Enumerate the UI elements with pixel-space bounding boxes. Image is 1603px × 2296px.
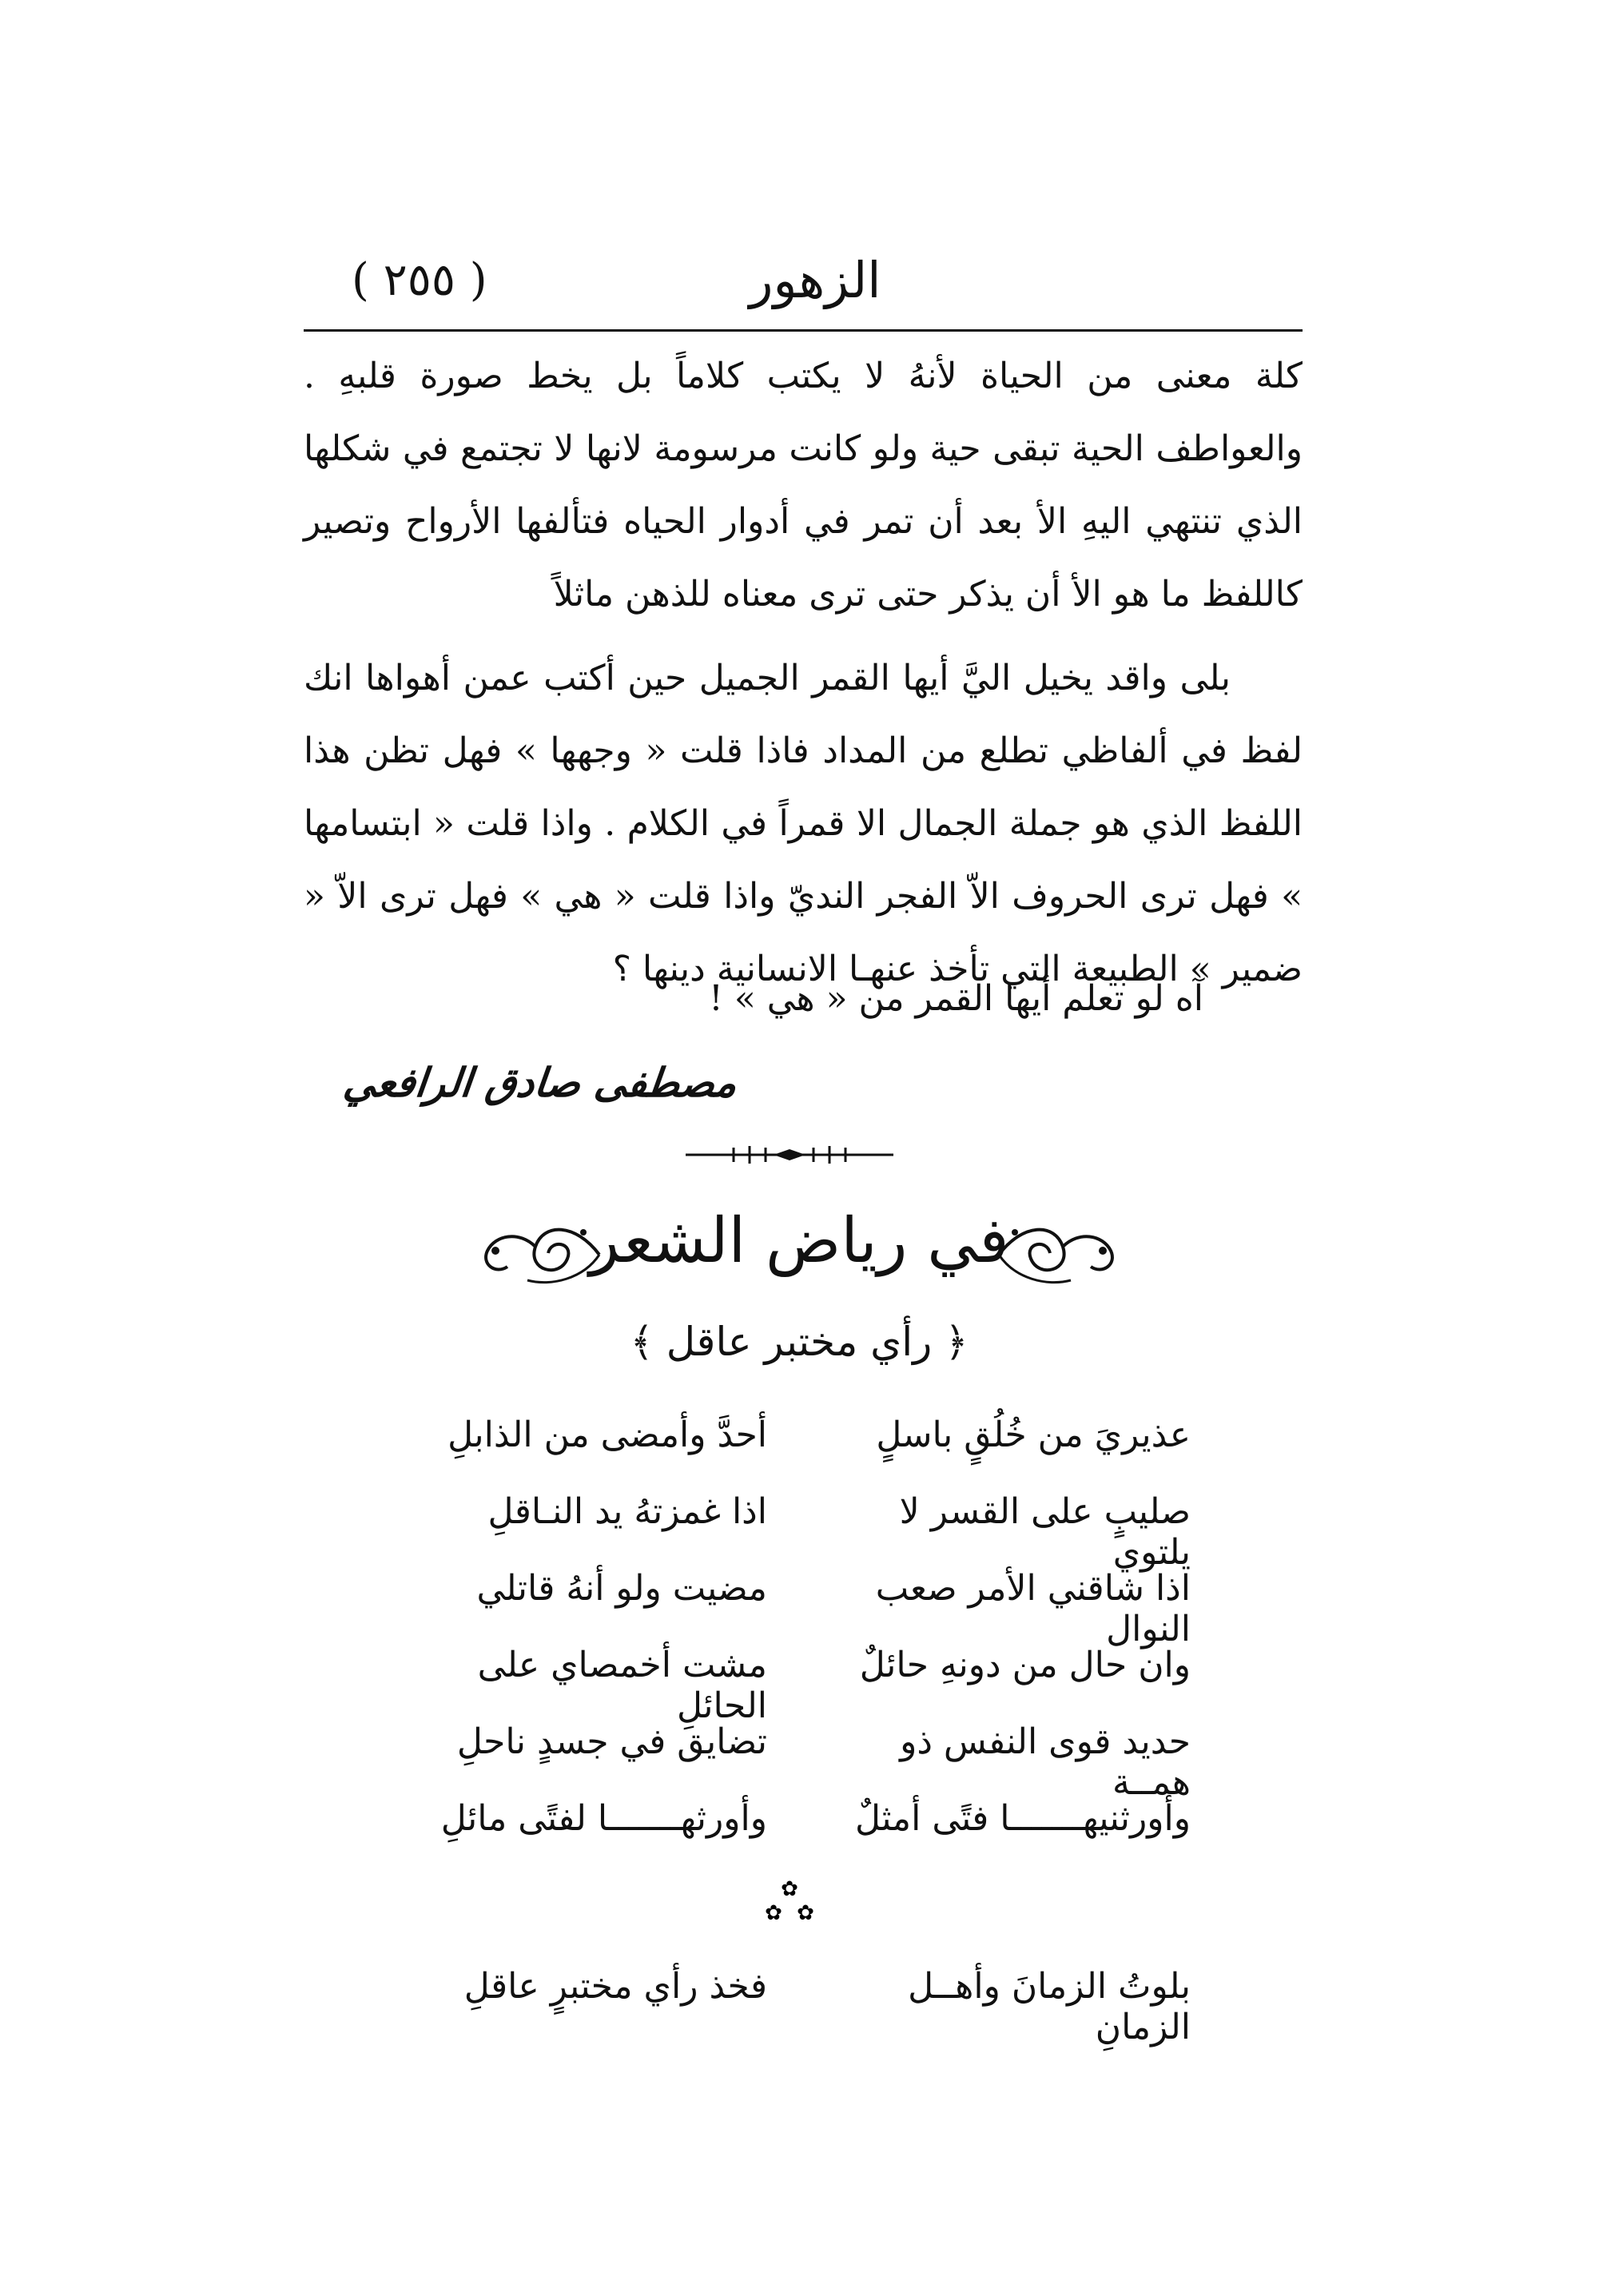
ornament-right-icon (991, 1207, 1127, 1295)
page-header (304, 248, 1303, 320)
running-title: الزهور (749, 251, 881, 309)
divider-ornament (686, 1143, 893, 1167)
first-hemistich: وان حال من دونهِ حائلٌ (859, 1645, 1191, 1685)
second-hemistich: تضايق في جسدٍ ناحلِ (456, 1721, 767, 1762)
verse (392, 1721, 1191, 1803)
svg-text:✿: ✿ (781, 1878, 798, 1901)
verse (392, 1798, 1191, 1875)
final-verse (392, 1966, 1191, 2047)
closing-line: آه لو تعلم أيها القمر من « هي » ! (709, 978, 1203, 1019)
asterism-icon (758, 1878, 821, 1926)
first-hemistich: صليبٍ على القسر لا يلتوي (899, 1491, 1191, 1573)
verse (392, 1645, 1191, 1726)
second-hemistich: فخذ رأي مختبرٍ عاقلِ (463, 1966, 767, 2007)
article-body (304, 340, 1303, 1005)
first-hemistich: بلوتُ الزمانَ وأهــل الزمانِ (908, 1966, 1191, 2047)
second-hemistich: مشت أخمصاي على الحائلِ (477, 1645, 767, 1726)
svg-text:✿: ✿ (765, 1901, 782, 1925)
poem-title: ﴿ رأي مختبر عاقل ﴾ (630, 1319, 969, 1365)
page-number: ( ٢٥٥ ) (352, 254, 487, 306)
second-hemistich: مضيت ولو أنهُ قاتلي (476, 1568, 767, 1609)
second-hemistich: أحدَّ وأمضى من الذابلِ (447, 1415, 767, 1455)
first-hemistich: عذيريَ من خُلُقٍ باسلٍ (876, 1415, 1191, 1455)
verse (392, 1491, 1191, 1573)
section-heading (471, 1191, 1127, 1311)
second-hemistich: اذا غمزتهُ يد النـاقلِ (487, 1491, 767, 1532)
paragraph: بلى واقد يخيل اليَّ أيها القمر الجميل حين أكتب عمن أهواها انك لفظ في ألفاظي تطلع من المداد فاذا قلت « وجهها » فهل تظن هذا اللفظ الذي هو جملة الجمال الا قمراً في الكلام . واذا قلت « ابتسامها » فهل ترى الحروف الاّ الفجر النديّ واذا قلت « هي » فهل ترى الاّ « ضمير » الطبيعة التي تأخذ عنهـا الانسانية دينها ؟ (304, 658, 1303, 989)
paragraph: كلة معنى من الحياة لأنهُ لا يكتب كلاماً بل يخط صورة قلبهِ . والعواطف الحية تبقى حية ولو كانت مرسومة لانها لا تجتمع في شكلها الذي تنتهي اليهِ الأ بعد أن تمر في أدوار الحياه فتألفها الأرواح وتصير كاللفظ ما هو الأ أن يذكر حتى ترى معناه للذهن ماثلاً (304, 356, 1303, 615)
first-hemistich: وأورثنيهـــــــا فتًى أمثلٌ (854, 1798, 1191, 1839)
header-rule (304, 329, 1303, 332)
author-signature: مصطفى صادق الرافعي (340, 1059, 740, 1106)
second-hemistich: وأورثهـــــــا لفتًى مائلِ (440, 1798, 767, 1839)
poem (392, 1415, 1191, 1875)
verse (392, 1568, 1191, 1649)
svg-text:✿: ✿ (797, 1901, 814, 1925)
first-hemistich: اذا شاقني الأمر صعب النوال (875, 1568, 1191, 1649)
section-title: في رياض الشعر (589, 1205, 1009, 1277)
first-hemistich: حديد قوى النفس ذو همــة (900, 1721, 1191, 1803)
verse (392, 1415, 1191, 1491)
verse (392, 1966, 1191, 2047)
